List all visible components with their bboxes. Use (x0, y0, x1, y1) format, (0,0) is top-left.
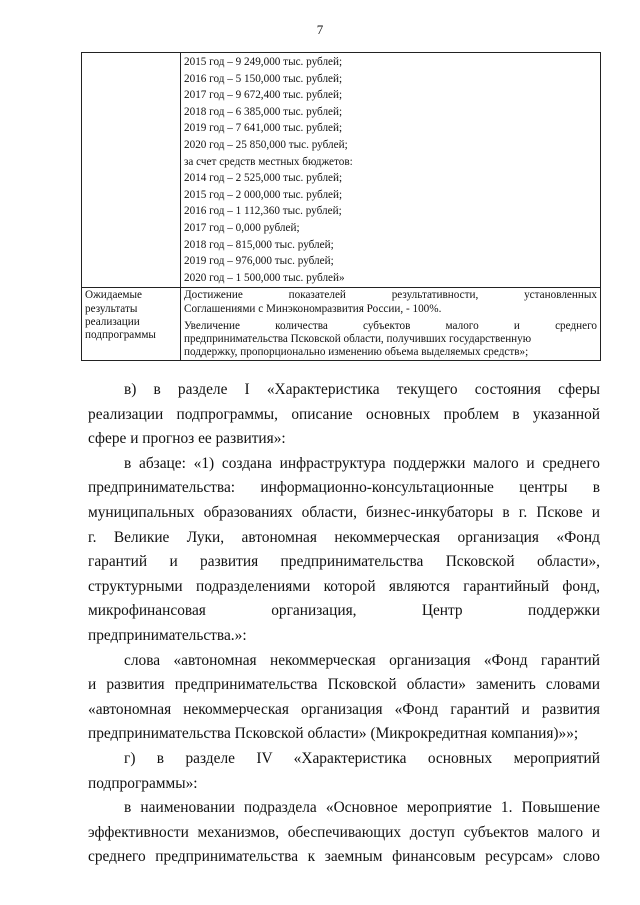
paragraph-line: «автономная некоммерческая организация «Фонд гарантий и развития (88, 700, 600, 718)
program-table (81, 52, 601, 361)
financing-line: 2018 год – 815,000 тыс. рублей; (184, 238, 334, 251)
table-row-expected-results (82, 288, 601, 361)
paragraph-line: г) в разделе IV «Характеристика основных мероприятий (124, 749, 600, 767)
paragraph-line: предпринимательства.»: (88, 626, 247, 644)
paragraph-line: г. Великие Луки, автономная некоммерческая организация «Фонд (88, 528, 600, 546)
paragraph-line: муниципальных образованиях области, бизнес-инкубаторы в г. Пскове и (88, 503, 600, 521)
result-line: поддержку, пропорционально изменению объема выделяемых средств»; (184, 346, 529, 359)
financing-line: 2019 год – 976,000 тыс. рублей; (184, 255, 334, 268)
document-body (88, 378, 600, 870)
financing-line: 2020 год – 25 850,000 тыс. рублей; (184, 138, 348, 151)
financing-line: 2019 год – 7 641,000 тыс. рублей; (184, 122, 343, 135)
paragraph-line: эффективности механизмов, обеспечивающих доступ субъектов малого и (88, 823, 600, 841)
result-line: Достижение показателей результативности, установленных (184, 289, 597, 302)
financing-line: 2017 год – 9 672,400 тыс. рублей; (184, 89, 343, 102)
table-row-financing (82, 53, 601, 288)
paragraph-line: подпрограммы»: (88, 774, 198, 792)
label-line: подпрограммы (85, 328, 156, 341)
paragraph-line: микрофинансовая организация, Центр поддержки (88, 602, 600, 620)
financing-line: 2014 год – 2 525,000 тыс. рублей; (184, 172, 343, 185)
paragraph-line: среднего предпринимательства к заемным финансовым ресурсам» слово (88, 848, 600, 866)
paragraph-line: и развития предпринимательства Псковской области» заменить словами (88, 676, 600, 694)
result-line: Соглашениями с Минэкономразвития России, - 100%. (184, 302, 442, 315)
financing-line: 2018 год – 6 385,000 тыс. рублей; (184, 105, 343, 118)
financing-line: 2017 год – 0,000 рублей; (184, 221, 300, 234)
result-line: Увеличение количества субъектов малого и среднего (184, 319, 597, 332)
label-line: реализации (85, 315, 140, 328)
financing-line: 2015 год – 2 000,000 тыс. рублей; (184, 188, 343, 201)
label-line: результаты (85, 302, 138, 315)
label-line: Ожидаемые (85, 289, 142, 302)
financing-line: 2016 год – 5 150,000 тыс. рублей; (184, 72, 343, 85)
table-cell-empty (82, 53, 181, 288)
financing-line: за счет средств местных бюджетов: (184, 155, 353, 168)
result-line: предпринимательства Псковской области, получивших государственную (184, 332, 532, 345)
expected-results-cell (181, 288, 601, 361)
financing-line: 2015 год – 9 249,000 тыс. рублей; (184, 56, 343, 68)
paragraph-line: предпринимательства: информационно-консультационные центры в (88, 479, 600, 497)
financing-line: 2020 год – 1 500,000 тыс. рублей» (184, 271, 345, 284)
paragraph-line: предпринимательства Псковской области» (Микрокредитная компания)»»; (88, 725, 579, 743)
financing-line: 2016 год – 1 112,360 тыс. рублей; (184, 205, 342, 218)
paragraph-line: в абзаце: «1) создана инфраструктура поддержки малого и среднего (124, 454, 600, 472)
paragraph-line: в) в разделе I «Характеристика текущего состояния сферы (124, 381, 600, 398)
paragraph-line: в наименовании подраздела «Основное мероприятие 1. Повышение (124, 799, 600, 817)
paragraph-line: сфере и прогноз ее развития»: (88, 430, 286, 448)
paragraph-line: реализации подпрограммы, описание основных проблем в указанной (88, 405, 600, 423)
financing-cell (181, 53, 601, 288)
expected-results-label (82, 288, 181, 361)
paragraph-line: структурными подразделениями которой являются гарантийный фонд, (88, 577, 600, 595)
paragraph-line: гарантий и развития предпринимательства Псковской области», (88, 553, 600, 571)
page-number: 7 (316, 22, 324, 37)
paragraph-line: слова «автономная некоммерческая организация «Фонд гарантий (124, 651, 600, 669)
